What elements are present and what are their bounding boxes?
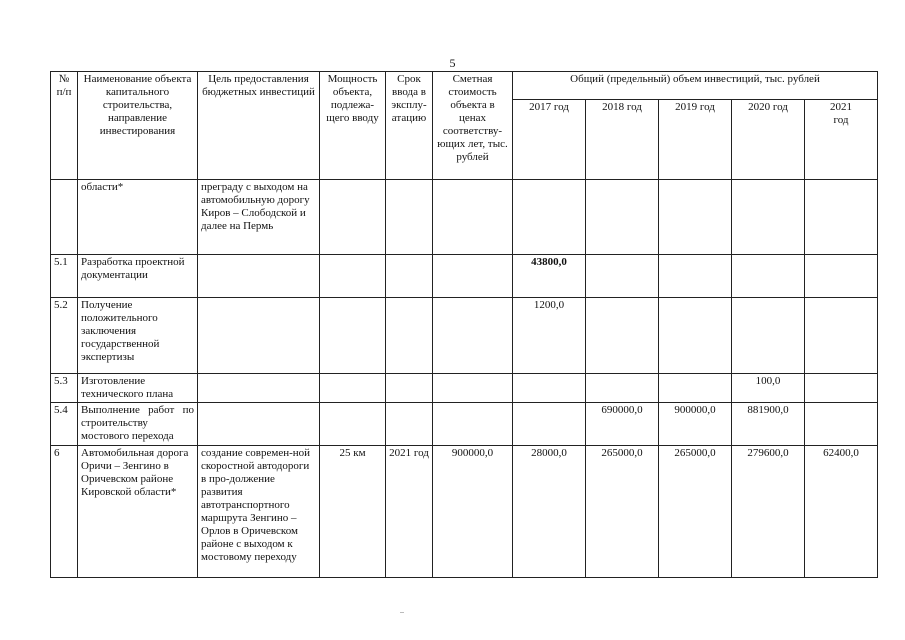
table-row bbox=[51, 180, 878, 255]
cell-2019 bbox=[659, 374, 732, 403]
cell-capacity bbox=[320, 403, 386, 446]
cell-2017: 28000,0 bbox=[513, 446, 586, 578]
cell-cost bbox=[433, 255, 513, 298]
cell-2020 bbox=[732, 298, 805, 374]
cell-term bbox=[386, 403, 433, 446]
cell-capacity: 25 км bbox=[320, 446, 386, 578]
header-term: Срок ввода в эксплу-атацию bbox=[386, 72, 433, 180]
cell-2018 bbox=[586, 374, 659, 403]
table-row bbox=[51, 403, 878, 446]
header-name: Наименование объекта капитального строительства, направление инвестирования bbox=[78, 72, 198, 180]
cell-capacity bbox=[320, 374, 386, 403]
cell-cost bbox=[433, 403, 513, 446]
header-year-2019: 2019 год bbox=[659, 100, 732, 180]
cell-term bbox=[386, 298, 433, 374]
cell-capacity bbox=[320, 298, 386, 374]
table-row bbox=[51, 298, 878, 374]
cell-name: Разработка проектной документации bbox=[78, 255, 198, 298]
header-cost: Сметная стоимость объекта в ценах соответству-ющих лет, тыс. рублей bbox=[433, 72, 513, 180]
cell-name: Автомобильная дорога Оричи – Зенгино в Оричевском районе Кировской области* bbox=[78, 446, 198, 578]
cell-2021 bbox=[805, 298, 878, 374]
cell-2019: 900000,0 bbox=[659, 403, 732, 446]
cell-2017 bbox=[513, 180, 586, 255]
cell-2020 bbox=[732, 180, 805, 255]
cell-name: Изготовление технического плана bbox=[78, 374, 198, 403]
cell-capacity bbox=[320, 255, 386, 298]
header-year-2018: 2018 год bbox=[586, 100, 659, 180]
header-capacity: Мощность объекта, подлежа-щего вводу bbox=[320, 72, 386, 180]
cell-2018 bbox=[586, 298, 659, 374]
header-investments: Общий (предельный) объем инвестиций, тыс. рублей bbox=[513, 72, 878, 100]
cell-2018 bbox=[586, 255, 659, 298]
cell-term bbox=[386, 180, 433, 255]
page-number: 5 bbox=[449, 56, 456, 70]
cell-purpose bbox=[198, 403, 320, 446]
cell-2021 bbox=[805, 403, 878, 446]
header-row bbox=[51, 72, 878, 100]
cell-purpose: создание современ-ной скоростной автодороги в про-должение развития автотранспортного маршрута Зенгино – Орлов в Оричевском районе с выходом к мостовому переходу bbox=[198, 446, 320, 578]
cell-2020: 881900,0 bbox=[732, 403, 805, 446]
cell-purpose bbox=[198, 298, 320, 374]
cell-2017 bbox=[513, 403, 586, 446]
cell-2017: 43800,0 bbox=[513, 255, 586, 298]
table-row bbox=[51, 374, 878, 403]
cell-2020: 100,0 bbox=[732, 374, 805, 403]
cell-num: 5.4 bbox=[51, 403, 78, 446]
cell-2021: 62400,0 bbox=[805, 446, 878, 578]
header-num: № п/п bbox=[51, 72, 78, 180]
cell-2019 bbox=[659, 255, 732, 298]
cell-2017: 1200,0 bbox=[513, 298, 586, 374]
cell-term bbox=[386, 255, 433, 298]
cell-2018: 265000,0 bbox=[586, 446, 659, 578]
cell-2021 bbox=[805, 180, 878, 255]
cell-num: 6 bbox=[51, 446, 78, 578]
cell-2021 bbox=[805, 255, 878, 298]
cell-num: 5.3 bbox=[51, 374, 78, 403]
cell-2020 bbox=[732, 255, 805, 298]
cell-2021 bbox=[805, 374, 878, 403]
cell-cost: 900000,0 bbox=[433, 446, 513, 578]
cell-2017 bbox=[513, 374, 586, 403]
investment-table bbox=[50, 71, 878, 578]
cell-name: области* bbox=[78, 180, 198, 255]
cell-2020: 279600,0 bbox=[732, 446, 805, 578]
cell-2018 bbox=[586, 180, 659, 255]
cell-2019 bbox=[659, 180, 732, 255]
cell-term: 2021 год bbox=[386, 446, 433, 578]
cell-purpose bbox=[198, 255, 320, 298]
cell-num: 5.1 bbox=[51, 255, 78, 298]
cell-term bbox=[386, 374, 433, 403]
cell-2019: 265000,0 bbox=[659, 446, 732, 578]
table-row bbox=[51, 446, 878, 578]
cell-cost bbox=[433, 374, 513, 403]
cell-2018: 690000,0 bbox=[586, 403, 659, 446]
cell-purpose: преграду с выходом на автомобильную дорогу Киров – Слободской и далее на Пермь bbox=[198, 180, 320, 255]
scan-speck bbox=[400, 612, 404, 613]
cell-cost bbox=[433, 298, 513, 374]
cell-num bbox=[51, 180, 78, 255]
cell-cost bbox=[433, 180, 513, 255]
header-year-2021: 2021 год bbox=[805, 100, 878, 180]
cell-2019 bbox=[659, 298, 732, 374]
cell-name: Получение положительного заключения государственной экспертизы bbox=[78, 298, 198, 374]
cell-num: 5.2 bbox=[51, 298, 78, 374]
header-purpose: Цель предоставления бюджетных инвестиций bbox=[198, 72, 320, 180]
cell-name: Выполнение работ по строительству мостового перехода bbox=[78, 403, 198, 446]
header-year-2020: 2020 год bbox=[732, 100, 805, 180]
cell-capacity bbox=[320, 180, 386, 255]
table-row bbox=[51, 255, 878, 298]
cell-purpose bbox=[198, 374, 320, 403]
header-year-2017: 2017 год bbox=[513, 100, 586, 180]
